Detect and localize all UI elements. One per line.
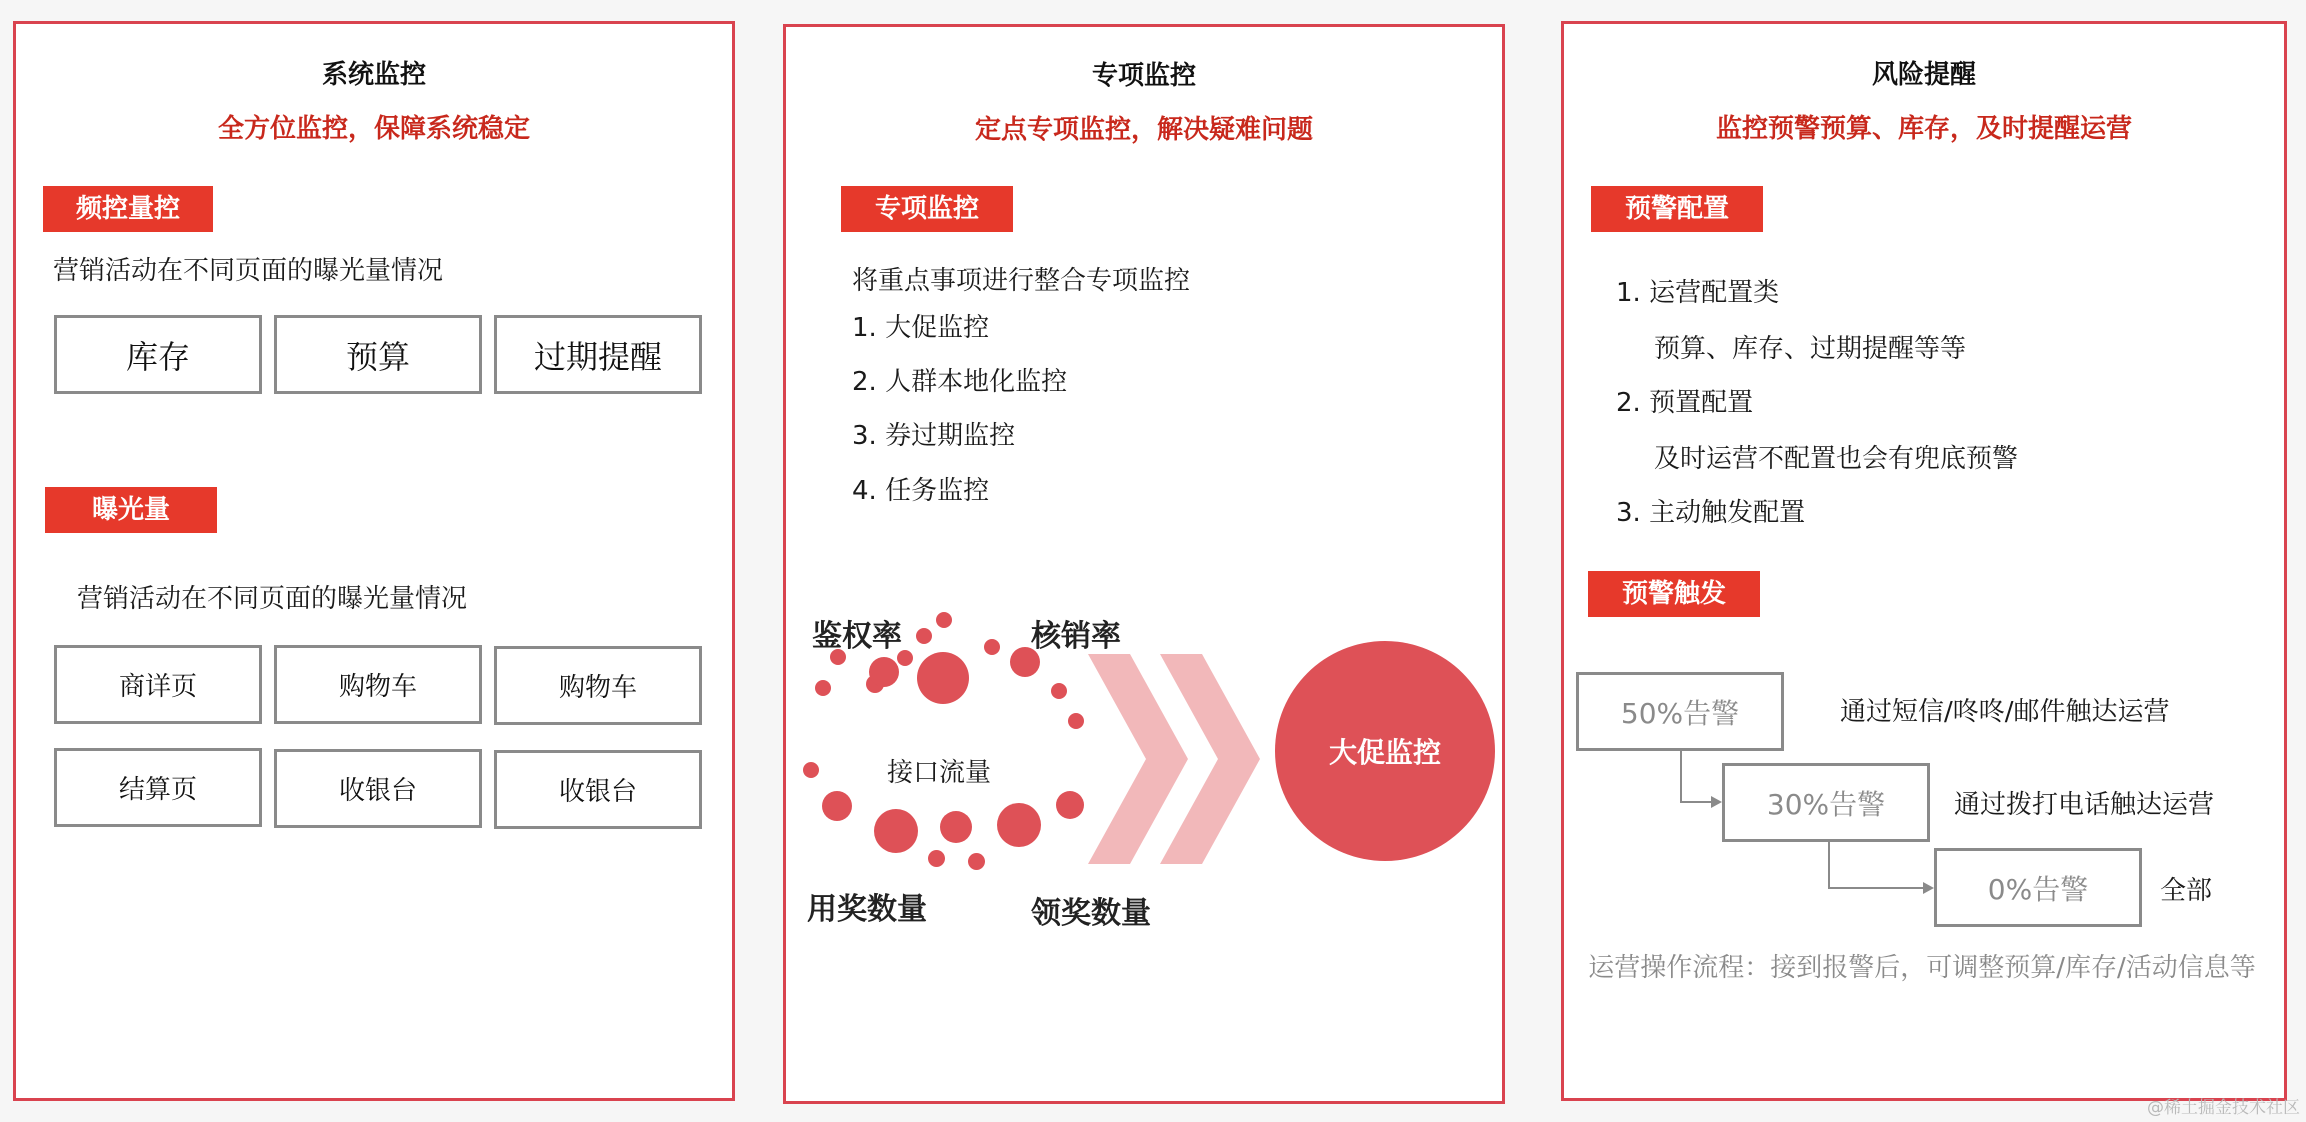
writeoff-rate-label: 核销率: [1031, 619, 1121, 654]
cashier-box: 收银台: [274, 749, 482, 828]
cluster-dot: [928, 850, 945, 867]
cluster-dot: [803, 762, 819, 778]
config-item: 3. 主动触发配置: [1616, 498, 1806, 528]
inventory-box: 库存: [54, 315, 262, 394]
cluster-dot: [1051, 683, 1067, 699]
risk-reminder-panel: [1561, 21, 2287, 1101]
alert-50-box: 50%告警: [1576, 672, 1784, 751]
config-item: 2. 预置配置: [1616, 388, 1754, 418]
alert-50-action: 通过短信/咚咚/邮件触达运营: [1840, 697, 2170, 727]
alert-30-action: 通过拨打电话触达运营: [1954, 790, 2215, 820]
freq-control-desc: 营销活动在不同页面的曝光量情况: [53, 256, 444, 286]
flow-connectors: [1564, 24, 2284, 1098]
promo-monitor-circle: [1275, 641, 1495, 861]
cluster-dot: [968, 853, 985, 870]
special-desc: 将重点事项进行整合专项监控: [852, 266, 1191, 296]
cluster-dot: [1068, 713, 1084, 729]
alert-0-box: 0%告警: [1934, 848, 2142, 927]
chevron-arrow-icon: [1088, 654, 1278, 864]
watermark: @稀土掘金技术社区: [2147, 1098, 2300, 1118]
cluster-dot: [822, 791, 852, 821]
product-detail-page-box: 商详页: [54, 645, 262, 724]
special-monitor-panel: [783, 24, 1505, 1104]
list-item: 4. 任务监控: [852, 476, 990, 506]
usage-count-label: 用奖数量: [807, 892, 927, 927]
exposure-desc: 营销活动在不同页面的曝光量情况: [77, 584, 468, 614]
list-item: 1. 大促监控: [852, 313, 990, 343]
expiry-reminder-box: 过期提醒: [494, 315, 702, 394]
warning-config-tag: 预警配置: [1591, 186, 1763, 232]
cluster-dot: [869, 657, 899, 687]
list-item: 3. 券过期监控: [852, 421, 1016, 451]
cluster-dot: [916, 628, 932, 644]
operation-note: 运营操作流程：接到报警后，可调整预算/库存/活动信息等: [1588, 953, 2256, 983]
freq-control-tag: 频控量控: [43, 186, 213, 232]
cluster-dot: [874, 809, 918, 853]
panel-subtitle: 监控预警预算、库存，及时提醒运营: [1715, 114, 2132, 144]
cluster-dot: [997, 803, 1041, 847]
list-item: 2. 人群本地化监控: [852, 367, 1068, 397]
system-monitor-panel: [13, 21, 735, 1101]
cluster-dot: [984, 639, 1000, 655]
budget-box: 预算: [274, 315, 482, 394]
center-label: 接口流量: [887, 758, 992, 788]
config-detail: 及时运营不配置也会有兜底预警: [1654, 444, 2019, 474]
checkout-page-box: 结算页: [54, 748, 262, 827]
cluster-dot: [1056, 791, 1084, 819]
claim-count-label: 领奖数量: [1031, 896, 1151, 931]
alert-30-box: 30%告警: [1722, 763, 1930, 842]
cart-box: 购物车: [274, 645, 482, 724]
panel-title: 风险提醒: [1871, 60, 1976, 90]
warning-trigger-tag: 预警触发: [1588, 571, 1760, 617]
panel-title: 专项监控: [1091, 61, 1196, 91]
cluster-dot: [917, 652, 969, 704]
panel-subtitle: 全方位监控，保障系统稳定: [217, 114, 530, 144]
auth-rate-label: 鉴权率: [812, 619, 902, 654]
alert-0-action: 全部: [2160, 876, 2213, 906]
cluster-dot: [815, 680, 831, 696]
cashier-box: 收银台: [494, 750, 702, 829]
panel-subtitle: 定点专项监控，解决疑难问题: [974, 115, 1313, 145]
special-monitor-tag: 专项监控: [841, 186, 1013, 232]
cluster-dot: [936, 612, 952, 628]
panel-title: 系统监控: [321, 60, 426, 90]
promo-monitor-label: 大促监控: [1328, 736, 1441, 769]
exposure-tag: 曝光量: [45, 487, 217, 533]
cluster-dot: [940, 811, 972, 843]
config-detail: 预算、库存、过期提醒等等: [1654, 334, 1967, 364]
cart-box: 购物车: [494, 646, 702, 725]
config-item: 1. 运营配置类: [1616, 278, 1780, 308]
